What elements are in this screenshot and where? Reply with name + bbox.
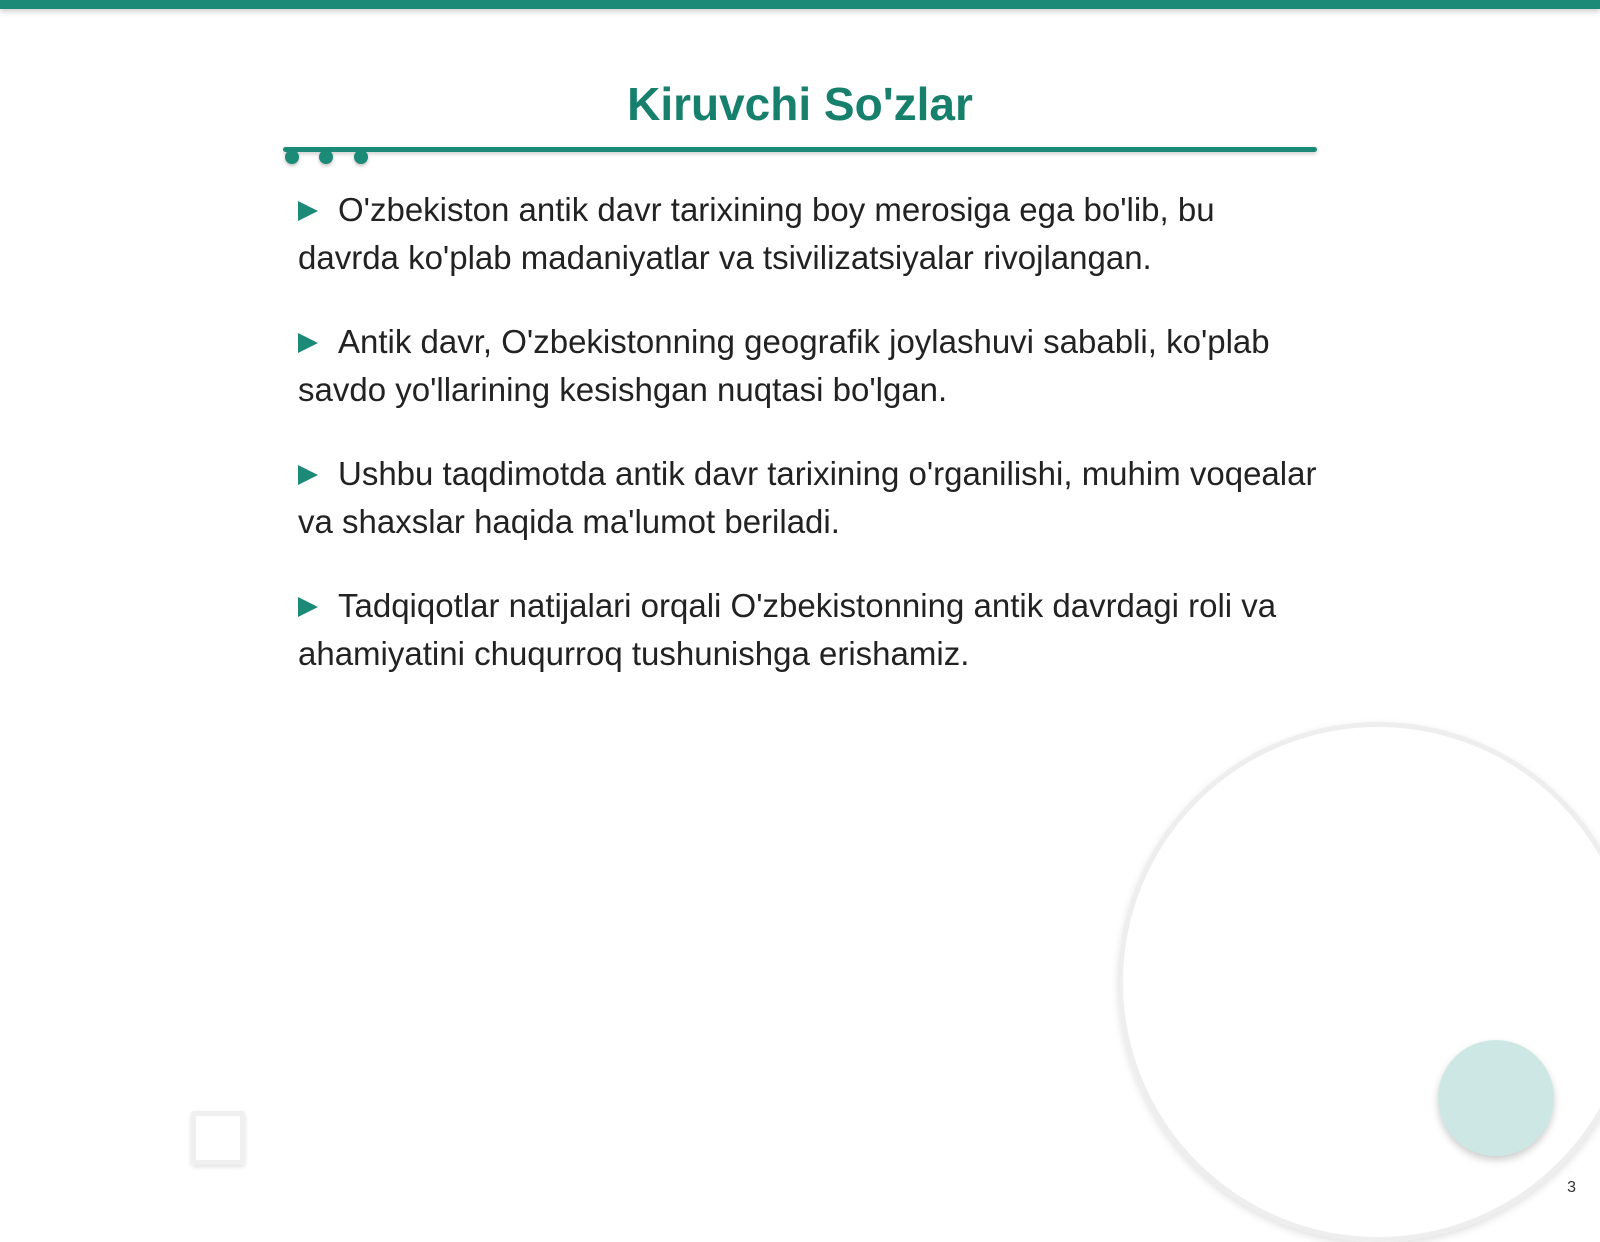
underline-dot bbox=[354, 150, 368, 164]
title-underline bbox=[283, 147, 1317, 152]
bullet-list bbox=[298, 186, 1318, 714]
bullet-text: O'zbekiston antik davr tarixining boy merosiga ega bo'lib, bu davrda ko'plab madaniyatlar va tsivilizatsiyalar rivojlangan. bbox=[298, 191, 1215, 276]
slide-number: 3 bbox=[1567, 1179, 1576, 1196]
decorative-ring bbox=[1118, 722, 1600, 1242]
bullet-text: Antik davr, O'zbekistonning geografik joylashuvi sababli, ko'plab savdo yo'llarining kesishgan nuqtasi bo'lgan. bbox=[298, 323, 1270, 408]
triangle-right-icon bbox=[298, 201, 318, 221]
top-accent-bar bbox=[0, 0, 1600, 9]
triangle-right-icon bbox=[298, 465, 318, 485]
underline-dot bbox=[319, 150, 333, 164]
triangle-right-icon bbox=[298, 333, 318, 353]
triangle-right-icon bbox=[298, 597, 318, 617]
bullet-text: Ushbu taqdimotda antik davr tarixining o'rganilishi, muhim voqealar va shaxslar haqida ma'lumot beriladi. bbox=[298, 455, 1317, 540]
bullet-item bbox=[298, 186, 1318, 282]
decorative-circle bbox=[1438, 1040, 1554, 1156]
bullet-item bbox=[298, 318, 1318, 414]
decorative-square bbox=[191, 1111, 245, 1165]
bullet-item bbox=[298, 450, 1318, 546]
slide-title: Kiruvchi So'zlar bbox=[627, 78, 973, 130]
bullet-text: Tadqiqotlar natijalari orqali O'zbekistonning antik davrdagi roli va ahamiyatini chuqurroq tushunishga erishamiz. bbox=[298, 587, 1277, 672]
underline-dot bbox=[285, 150, 299, 164]
bullet-item bbox=[298, 582, 1318, 678]
